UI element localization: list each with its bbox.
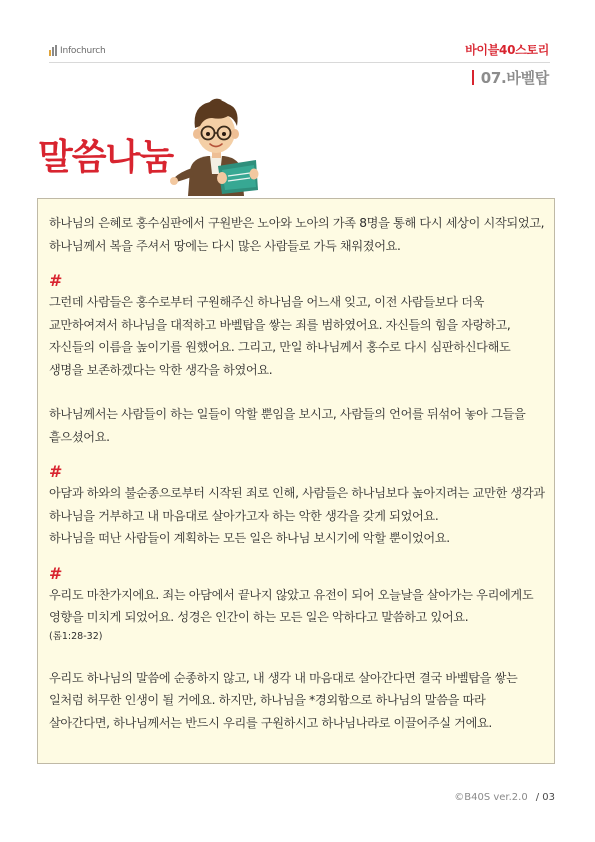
content-box xyxy=(37,198,555,764)
paragraph-7: 우리도 하나님의 말씀에 순종하지 않고, 내 생각 내 마음대로 살아간다면 결국 바벨탑을 쌓는 일처럼 허무한 인생이 될 거에요. 하지만, 하나님을 *경외함으로 하나님의 말씀을 따라 살아간다면, 하나님께서는 반드시 우리를 구원하시고 하나님나라로 이끌어주실 거에요. xyxy=(49,670,518,730)
paragraph-5: 하나님을 떠난 사람들이 계획하는 모든 일은 하나님 보시기에 악할 뿐이었어요. xyxy=(49,531,450,545)
chapter-title: 07.바벨탑 xyxy=(480,69,549,87)
hash-marker-1: # xyxy=(49,271,63,290)
chapter-heading xyxy=(472,67,549,88)
page-number: / 03 xyxy=(535,792,555,803)
scripture-reference: (롬1:28-32) xyxy=(49,630,103,642)
hash-marker-2: # xyxy=(49,462,63,481)
series-title: 바이블40스토리 xyxy=(465,43,549,57)
paragraph-4: 아담과 하와의 불순종으로부터 시작된 죄로 인해, 사람들은 하나님보다 높아지려는 교만한 생각과 하나님을 거부하고 내 마음대로 살아가고자 하는 악한 생각을 갖게 되었어요. xyxy=(49,486,545,523)
paragraph-2: 그런데 사람들은 홍수로부터 구원해주신 하나님을 어느새 잊고, 이전 사람들보다 더욱 교만하여져서 하나님을 대적하고 바벨탑을 쌓는 죄를 범하였어요. 자신들의 힘을 자랑하고, 자신들의 이름을 높이기를 원했어요. 그리고, 만일 하나님께서 홍수로 다시 심판하신다해도 생명을 보존하겠다는 악한 생각을 하였어요. xyxy=(49,295,511,377)
copyright-text: ©B40S ver.2.0 xyxy=(454,792,528,803)
infochurch-logo xyxy=(49,45,106,56)
chapter-accent-bar xyxy=(472,70,474,85)
boy-reading-book-icon xyxy=(168,92,260,196)
paragraph-3: 하나님께서는 사람들이 하는 일들이 악할 뿐임을 보시고, 사람들의 언어를 뒤섞어 놓아 그들을 흩으셨어요. xyxy=(49,407,526,444)
footer xyxy=(454,792,555,803)
paragraph-6: 우리도 마찬가지에요. 죄는 아담에서 끝나지 않았고 유전이 되어 오늘날을 살아가는 우리에게도 영향을 미치게 되었어요. 성경은 인간이 하는 모든 일은 악하다고 말씀하고 있어요. xyxy=(49,587,534,624)
section-title: 말씀나눔 xyxy=(38,137,174,178)
header-divider xyxy=(49,62,550,63)
content-body xyxy=(49,212,545,734)
logo-bars-icon xyxy=(49,45,57,56)
paragraph-1: 하나님의 은혜로 홍수심판에서 구원받은 노아와 노아의 가족 8명을 통해 다시 세상이 시작되었고, 하나님께서 복을 주셔서 땅에는 다시 많은 사람들로 가득 채워졌어요. xyxy=(49,216,545,253)
hash-marker-3: # xyxy=(49,563,63,583)
logo-text: Infochurch xyxy=(60,46,106,56)
